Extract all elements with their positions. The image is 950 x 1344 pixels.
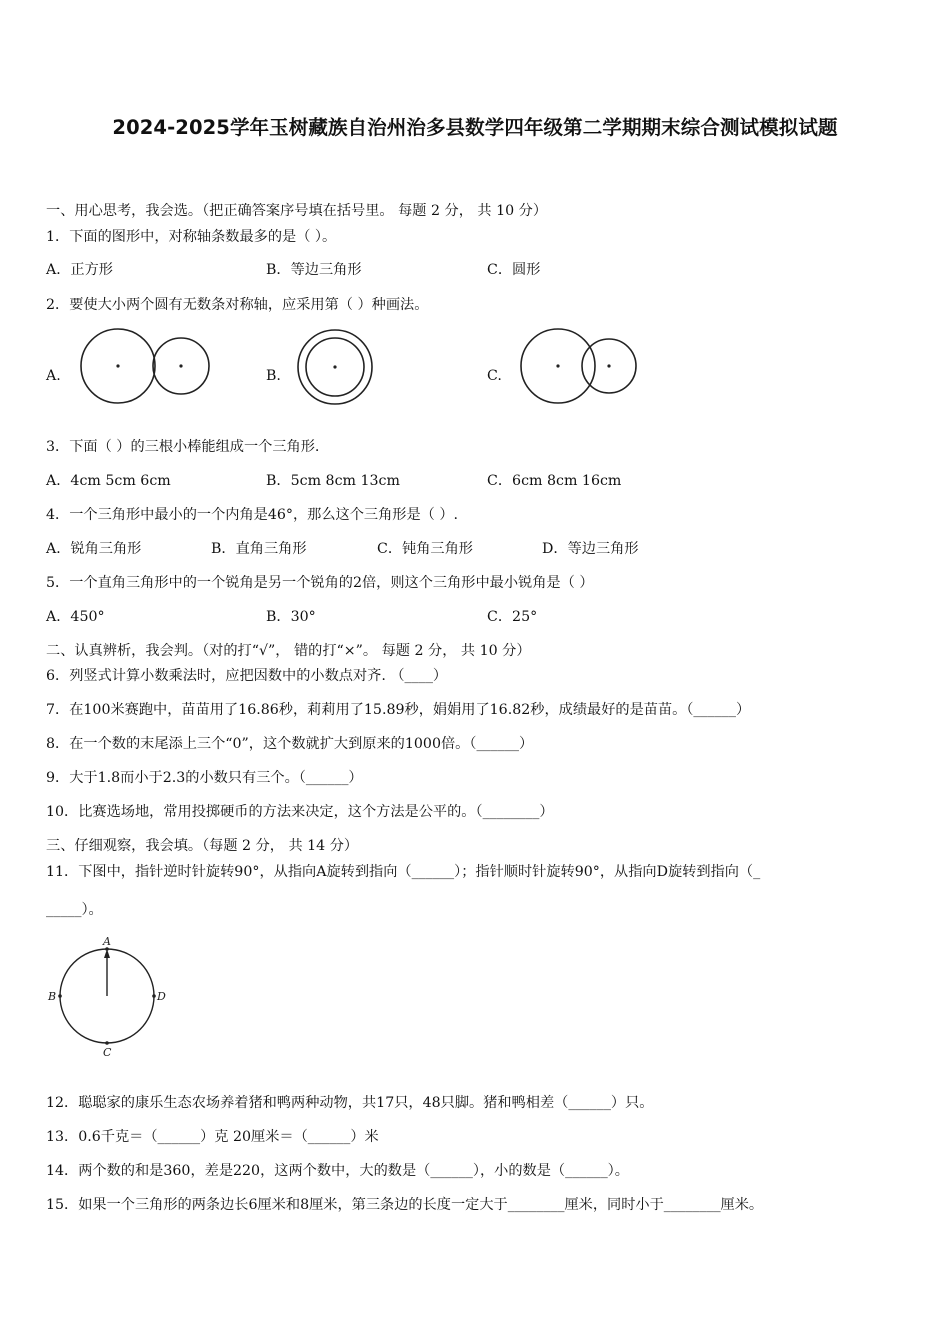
section-1-heading: 一、用心思考，我会选。（把正确答案序号填在括号里。 每题 2 分， 共 10 分）: [46, 203, 548, 219]
q3-option-b: B．5cm 8cm 13cm: [266, 473, 400, 489]
question-6: 6．列竖式计算小数乘法时，应把因数中的小数点对齐. （____）: [46, 668, 448, 684]
q2-option-c: C.: [487, 368, 502, 384]
q5-option-a: A．450°: [46, 609, 105, 625]
q4-option-c: C．钝角三角形: [377, 541, 473, 557]
label-c: C: [103, 1046, 112, 1059]
question-2: 2．要使大小两个圆有无数条对称轴，应采用第（ ）种画法。: [46, 297, 429, 313]
q11-clock-figure: [44, 934, 174, 1062]
question-11-line-2: _____）。: [46, 902, 103, 918]
question-1: 1．下面的图形中，对称轴条数最多的是（ ）。: [46, 229, 337, 245]
section-3-heading: 三、仔细观察，我会填。（每题 2 分， 共 14 分）: [46, 838, 359, 854]
q4-option-b: B．直角三角形: [211, 541, 307, 557]
q4-option-a: A．锐角三角形: [46, 541, 142, 557]
question-5: 5．一个直角三角形中的一个锐角是另一个锐角的2倍，则这个三角形中最小锐角是（ ）: [46, 575, 594, 591]
question-12: 12．聪聪家的康乐生态农场养着猪和鸭两种动物，共17只，48只脚。猪和鸭相差（______）只。: [46, 1095, 654, 1111]
q5-option-c: C．25°: [487, 609, 538, 625]
question-7: 7．在100米赛跑中，苗苗用了16.86秒，莉莉用了15.89秒，娟娟用了16.82秒，成绩最好的是苗苗。（______）: [46, 702, 751, 718]
label-a: A: [103, 935, 111, 948]
page-title: 2024-2025学年玉树藏族自治州治多县数学四年级第二学期期末综合测试模拟试题: [112, 116, 838, 139]
question-8: 8．在一个数的末尾添上三个“0”，这个数就扩大到原来的1000倍。（______）: [46, 736, 534, 752]
question-3: 3．下面（ ）的三根小棒能组成一个三角形.: [46, 439, 320, 455]
question-4: 4．一个三角形中最小的一个内角是46°，那么这个三角形是（ ）.: [46, 507, 459, 523]
question-9: 9．大于1.8而小于2.3的小数只有三个。（______）: [46, 770, 363, 786]
question-10: 10．比赛选场地，常用投掷硬币的方法来决定，这个方法是公平的。（________）: [46, 804, 554, 820]
q5-option-b: B．30°: [266, 609, 316, 625]
question-15: 15．如果一个三角形的两条边长6厘米和8厘米，第三条边的长度一定大于________厘米，同时小于________厘米。: [46, 1197, 764, 1213]
label-d: D: [157, 990, 166, 1003]
q1-option-c: C．圆形: [487, 262, 541, 278]
question-13: 13．0.6千克＝（______）克 20厘米＝（______）米: [46, 1129, 379, 1145]
q2-figure-b: [294, 326, 378, 410]
q3-option-c: C．6cm 8cm 16cm: [487, 473, 622, 489]
section-2-heading: 二、认真辨析，我会判。（对的打“√”， 错的打“×”。 每题 2 分， 共 10 分）: [46, 643, 531, 659]
question-14: 14．两个数的和是360，差是220，这两个数中，大的数是（______），小的数是（______）。: [46, 1163, 629, 1179]
q2-option-b: B.: [266, 368, 281, 384]
label-b: B: [48, 990, 57, 1003]
q2-option-a: A.: [46, 368, 61, 384]
q1-option-b: B．等边三角形: [266, 262, 362, 278]
q3-option-a: A．4cm 5cm 6cm: [46, 473, 171, 489]
q2-figure-a: [74, 326, 214, 406]
q4-option-d: D．等边三角形: [542, 541, 639, 557]
q1-option-a: A．正方形: [46, 262, 113, 278]
q2-figure-c: [516, 326, 642, 406]
question-11-line-1: 11．下图中，指针逆时针旋转90°，从指向A旋转到指向（______）；指针顺时针旋转90°，从指向D旋转到指向（_: [46, 864, 761, 880]
